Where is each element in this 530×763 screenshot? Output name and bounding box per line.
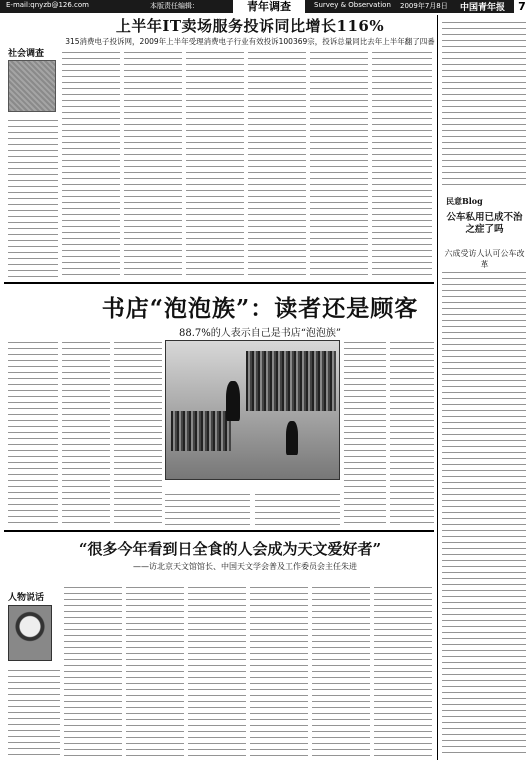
- sidebar-divider: [437, 15, 438, 760]
- article3-col7-text: [374, 585, 432, 758]
- article2-col1-text: [8, 340, 58, 525]
- issue-date: 2009年7月8日: [400, 2, 448, 10]
- bookstore-photo: [165, 340, 340, 480]
- article2-col4-text: [165, 492, 250, 526]
- article1-column-tag: 社会调查: [8, 49, 45, 59]
- article3-subtitle: ——访北京天文馆馆长、中国天文学会普及工作委员会主任朱进: [133, 562, 357, 571]
- sidebar-body-text: [442, 270, 526, 758]
- article1-col2-text: [62, 50, 120, 278]
- article3-col3-text: [126, 585, 184, 758]
- article1-title: 上半年IT卖场服务投诉同比增长116%: [115, 17, 385, 35]
- article2-col3-text: [114, 340, 162, 525]
- article2-col2-text: [62, 340, 110, 525]
- article1-col6-text: [310, 50, 368, 278]
- article3-column-tag: 人物说话: [8, 593, 45, 603]
- article3-col2-text: [64, 585, 122, 758]
- article2-subtitle: 88.7%的人表示自己是书店“泡泡族”: [179, 328, 341, 339]
- article3-col1-text: [8, 668, 60, 758]
- article2-col7-text: [390, 340, 434, 525]
- editor-line: 本版责任编辑：: [150, 2, 199, 10]
- page-number: 7: [514, 0, 530, 13]
- article1-col4-text: [186, 50, 244, 278]
- article1-col7-text: [372, 50, 432, 278]
- article2-col6-text: [344, 340, 386, 525]
- article3-col5-text: [250, 585, 308, 758]
- article1-col5-text: [248, 50, 306, 278]
- article2-title: 书店“泡泡族”：读者还是顾客: [101, 295, 419, 322]
- section-title: 青年调查: [233, 0, 305, 13]
- article3-title: “很多今年看到日全食的人会成为天文爱好者”: [78, 540, 382, 558]
- interviewee-portrait: [8, 605, 52, 661]
- sidebar-subhead: 六成受访人认可公车改革: [444, 249, 525, 269]
- section-title-en: Survey & Observation: [314, 1, 391, 9]
- contact-email: E-mail:qnyzb@126.com: [6, 1, 89, 9]
- sidebar-column-tag: 民意Blog: [446, 196, 483, 206]
- newspaper-logo: 中国青年报: [460, 3, 506, 13]
- sidebar-top-text: [442, 20, 526, 190]
- article2-col5-text: [255, 492, 340, 526]
- section-divider-2: [4, 530, 434, 532]
- article3-col6-text: [312, 585, 370, 758]
- section-divider: [4, 282, 434, 284]
- article3-col4-text: [188, 585, 246, 758]
- article1-col3-text: [124, 50, 182, 278]
- article1-col1-text: [8, 118, 58, 278]
- article1-photo: [8, 60, 56, 112]
- article1-subtitle: 315消费电子投诉网，2009年上半年受理消费电子行业有效投诉100369宗，投诉总量同比去年上半年翻了四番: [65, 37, 435, 46]
- sidebar-headline: 公车私用已成不治之症了吗: [446, 212, 523, 235]
- masthead-bar: [0, 0, 530, 13]
